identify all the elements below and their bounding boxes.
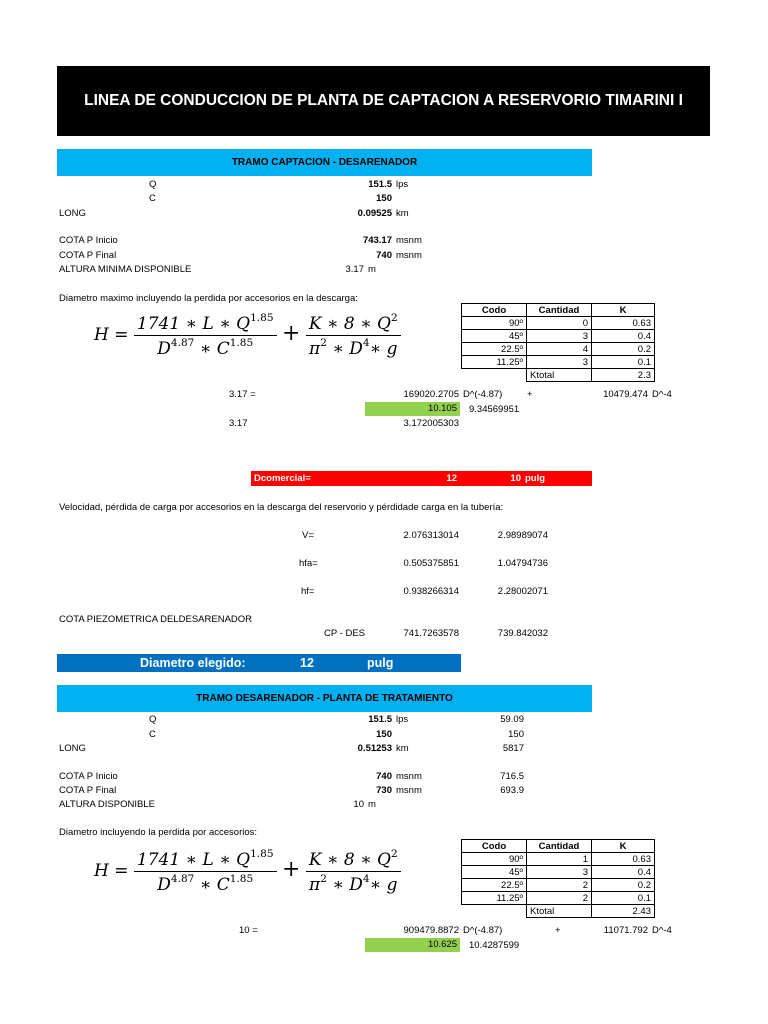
section1-header: TRAMO CAPTACION - DESARENADOR <box>57 149 592 176</box>
s1-altura-label: ALTURA MINIMA DISPONIBLE <box>59 264 192 275</box>
velocidad-text: Velocidad, pérdida de carga por accesorios en la descarga del reservorio y pérdidade carga en la tubería: <box>59 502 504 513</box>
s2-eq-val2: 11071.792 <box>603 925 648 936</box>
table-cell: 11.25º <box>462 892 527 905</box>
table-cell: 1 <box>527 853 592 866</box>
diametro-elegido-value: 12 <box>300 656 314 670</box>
k-header-codo: Codo <box>462 304 527 317</box>
table-cell: 0.2 <box>592 343 655 356</box>
k-header-cantidad: Cantidad <box>527 840 592 853</box>
s1-formula: H = $\frac{1741 ∗ L ∗ Q^{1.85}}{D^{4.87} ∗ C^{1.85}}$ + $\frac{K ∗ 8 ∗ Q^2}{\pi^2 ∗ D^4∗ g}$ <box>94 312 401 359</box>
hfa-label: hfa= <box>299 558 318 569</box>
s2-cota-inicio-label: COTA P Inicio <box>59 771 118 782</box>
s1-altura-unit: m <box>368 264 376 275</box>
k-header-k: K <box>592 840 655 853</box>
s2-cota-final-value: 730 <box>376 785 392 796</box>
table-cell: 2 <box>527 892 592 905</box>
s2-long-label: LONG <box>59 743 86 754</box>
s2-formula: H = $\frac{1741 ∗ L ∗ Q^{1.85}}{D^{4.87} ∗ C^{1.85}}$ + $\frac{K ∗ 8 ∗ Q^2}{\pi^2 ∗ D^4∗ g}$ <box>94 848 401 895</box>
s1-long-value: 0.09525 <box>357 208 392 219</box>
hf-label: hf= <box>301 586 315 597</box>
table-cell: 11.25º <box>462 356 527 369</box>
s2-eq-exp1: D^(-4.87) <box>463 925 503 936</box>
s2-c-extra: 150 <box>508 729 524 740</box>
s2-altura-value: 10 <box>353 799 364 810</box>
dcomercial-label: Dcomercial= <box>254 473 311 484</box>
s2-d-green: 10.625 <box>365 938 460 952</box>
s2-cota-final-label: COTA P Final <box>59 785 117 796</box>
table-cell: 45º <box>462 330 527 343</box>
s1-long-label: LONG <box>59 208 86 219</box>
s1-cota-final-unit: msnm <box>396 250 422 261</box>
hfa-value-1: 0.505375851 <box>403 558 459 569</box>
s1-eq-lhs: 3.17 = <box>229 389 256 400</box>
cp-des-value-2: 739.842032 <box>497 628 548 639</box>
s2-q-extra: 59.09 <box>500 714 524 725</box>
s1-check-value: 3.172005303 <box>403 418 459 429</box>
table-cell: 0.63 <box>592 317 655 330</box>
page-title: LINEA DE CONDUCCION DE PLANTA DE CAPTACION A RESERVORIO TIMARINI I <box>57 66 710 136</box>
s1-cota-inicio-unit: msnm <box>396 235 422 246</box>
s2-long-unit: km <box>396 743 409 754</box>
k-total-value: 2.3 <box>592 369 655 382</box>
s2-eq-plus: + <box>555 925 561 936</box>
hf-value-2: 2.28002071 <box>497 586 548 597</box>
v-value-2: 2.98989074 <box>497 530 548 541</box>
s2-cota-final-extra: 693.9 <box>500 785 524 796</box>
s2-eq-exp2: D^-4 <box>652 925 672 936</box>
s2-c-label: C <box>149 729 156 740</box>
table-cell: 0 <box>527 317 592 330</box>
s2-q-value: 151.5 <box>368 714 392 725</box>
s2-altura-label: ALTURA DISPONIBLE <box>59 799 155 810</box>
s1-k-table <box>461 303 655 382</box>
s2-q-unit: lps <box>396 714 409 725</box>
s2-q-label: Q <box>149 714 157 725</box>
table-cell: 3 <box>527 866 592 879</box>
s1-eq-val1: 169020.2705 <box>403 389 459 400</box>
table-cell: 0.1 <box>592 356 655 369</box>
section2-header: TRAMO DESARENADOR - PLANTA DE TRATAMIENTO <box>57 685 592 712</box>
table-cell: 3 <box>527 330 592 343</box>
v-label: V= <box>302 530 314 541</box>
s1-q-label: Q <box>149 179 157 190</box>
cota-piezometrica-label: COTA PIEZOMETRICA DELDESARENADOR <box>59 614 253 625</box>
s2-long-value: 0.51253 <box>357 743 392 754</box>
table-cell: 0.1 <box>592 892 655 905</box>
s1-c-label: C <box>149 193 156 204</box>
dcomercial-unit: pulg <box>525 473 546 484</box>
s2-diametro-text: Diametro incluyendo la perdida por accesorios: <box>59 827 258 838</box>
s2-cota-inicio-value: 740 <box>376 771 392 782</box>
s2-cota-inicio-unit: msnm <box>396 771 422 782</box>
s2-d-alt: 10.4287599 <box>469 940 520 951</box>
s1-d-alt: 9.34569951 <box>469 404 520 415</box>
s1-d-green: 10.105 <box>365 402 460 416</box>
dcomercial-value-2: 10 <box>510 473 521 484</box>
table-cell: 0.63 <box>592 853 655 866</box>
table-cell: 4 <box>527 343 592 356</box>
s1-cota-final-value: 740 <box>376 250 392 261</box>
cp-des-value-1: 741.7263578 <box>403 628 459 639</box>
s1-q-unit: lps <box>396 179 409 190</box>
s1-long-unit: km <box>396 208 409 219</box>
s2-eq-val1: 909479.8872 <box>403 925 459 936</box>
diametro-elegido-unit: pulg <box>367 656 394 670</box>
dcomercial-value-1: 12 <box>446 473 457 484</box>
cp-des-label: CP - DES <box>324 628 366 639</box>
s2-cota-inicio-extra: 716.5 <box>500 771 524 782</box>
s1-cota-final-label: COTA P Final <box>59 250 117 261</box>
s1-eq-val2: 10479.474 <box>603 389 648 400</box>
s1-cota-inicio-value: 743.17 <box>362 235 392 246</box>
s2-cota-final-unit: msnm <box>396 785 422 796</box>
v-value-1: 2.076313014 <box>403 530 459 541</box>
table-cell: 90º <box>462 317 527 330</box>
table-cell: 22.5º <box>462 879 527 892</box>
s2-altura-unit: m <box>368 799 376 810</box>
s1-check-label: 3.17 <box>229 418 248 429</box>
s1-cota-inicio-label: COTA P Inicio <box>59 235 118 246</box>
table-cell: 90º <box>462 853 527 866</box>
table-cell: 22.5º <box>462 343 527 356</box>
s1-c-value: 150 <box>376 193 392 204</box>
diametro-elegido-bar <box>57 654 461 672</box>
table-cell: 0.2 <box>592 879 655 892</box>
table-cell: 2 <box>527 879 592 892</box>
s2-long-extra: 5817 <box>502 743 524 754</box>
s2-c-value: 150 <box>376 729 392 740</box>
dcomercial-bar <box>251 471 592 486</box>
s1-altura-value: 3.17 <box>345 264 364 275</box>
s1-q-value: 151.5 <box>368 179 392 190</box>
diametro-elegido-label: Diametro elegido: <box>140 656 246 670</box>
k-header-cantidad: Cantidad <box>527 304 592 317</box>
k-total-label: Ktotal <box>527 369 592 382</box>
table-cell: 3 <box>527 356 592 369</box>
table-cell: 0.4 <box>592 330 655 343</box>
hf-value-1: 0.938266314 <box>403 586 459 597</box>
s2-k-table <box>461 839 655 918</box>
k-header-codo: Codo <box>462 840 527 853</box>
k-total-value: 2.43 <box>592 905 655 918</box>
s1-eq-plus: + <box>527 389 533 400</box>
table-cell: 0.4 <box>592 866 655 879</box>
hfa-value-2: 1.04794736 <box>497 558 548 569</box>
k-total-label: Ktotal <box>527 905 592 918</box>
s1-eq-exp2: D^-4 <box>652 389 672 400</box>
s1-eq-exp1: D^(-4.87) <box>463 389 503 400</box>
k-header-k: K <box>592 304 655 317</box>
table-cell: 45º <box>462 866 527 879</box>
s2-eq-lhs: 10 = <box>239 925 258 936</box>
s1-diametro-text: Diametro maximo incluyendo la perdida por accesorios en la descarga: <box>59 293 358 304</box>
